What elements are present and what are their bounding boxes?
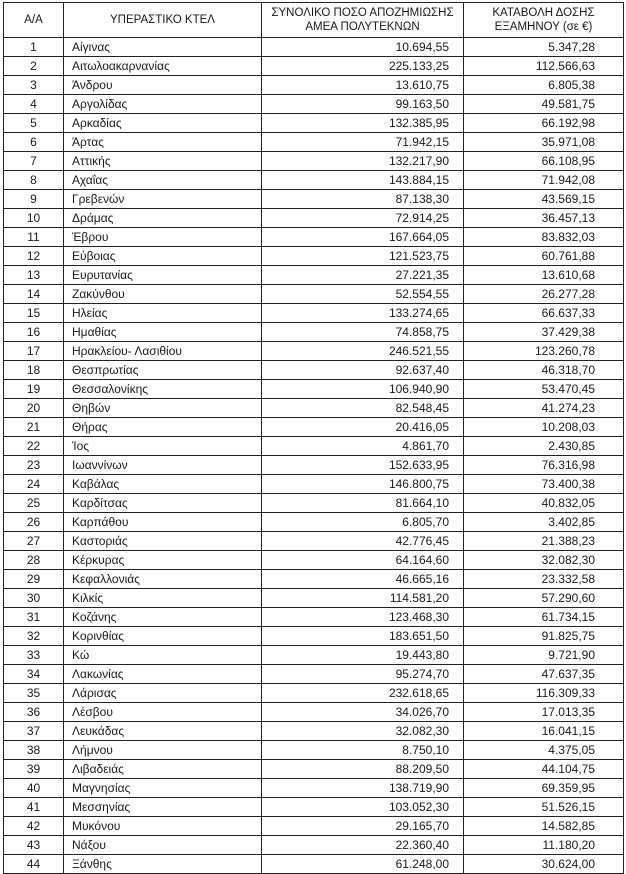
total-amount: 225.133,25 [262,57,464,76]
row-number: 37 [4,722,64,741]
ktel-name: Κιλκίς [64,589,262,608]
total-amount: 42.776,45 [262,532,464,551]
row-number: 32 [4,627,64,646]
total-amount: 52.554,55 [262,285,464,304]
total-amount: 132.217,90 [262,152,464,171]
total-amount: 6.805,70 [262,513,464,532]
row-number: 39 [4,760,64,779]
header-total-amount [262,3,464,38]
ktel-name: Δράμας [64,209,262,228]
header-aa: Α/Α [4,3,64,38]
semester-payment: 16.041,15 [464,722,624,741]
table-row [4,171,624,190]
semester-payment: 11.180,20 [464,836,624,855]
table-row [4,342,624,361]
semester-payment: 40.832,05 [464,494,624,513]
ktel-name: Λάρισας [64,684,262,703]
semester-payment: 47.637,35 [464,665,624,684]
total-amount: 27.221,35 [262,266,464,285]
total-amount: 232.618,65 [262,684,464,703]
table-row [4,570,624,589]
semester-payment: 37.429,38 [464,323,624,342]
table-row [4,513,624,532]
total-amount: 10.694,55 [262,38,464,57]
header-payment-line2: ΕΞΑΜΗΝΟΥ (σε €) [494,21,593,33]
ktel-name: Νάξου [64,836,262,855]
table-row [4,190,624,209]
semester-payment: 13.610,68 [464,266,624,285]
row-number: 40 [4,779,64,798]
table-row [4,703,624,722]
row-number: 30 [4,589,64,608]
total-amount: 138.719,90 [262,779,464,798]
table-row [4,247,624,266]
ktel-name: Αττικής [64,152,262,171]
total-amount: 152.633,95 [262,456,464,475]
ktel-name: Καβάλας [64,475,262,494]
row-number: 17 [4,342,64,361]
row-number: 29 [4,570,64,589]
semester-payment: 57.290,60 [464,589,624,608]
semester-payment: 23.332,58 [464,570,624,589]
total-amount: 121.523,75 [262,247,464,266]
row-number: 24 [4,475,64,494]
semester-payment: 14.582,85 [464,817,624,836]
total-amount: 13.610,75 [262,76,464,95]
row-number: 33 [4,646,64,665]
semester-payment: 5.347,28 [464,38,624,57]
total-amount: 123.468,30 [262,608,464,627]
row-number: 10 [4,209,64,228]
semester-payment: 26.277,28 [464,285,624,304]
header-total-line1: ΣΥΝΟΛΙΚΟ ΠΟΣΟ ΑΠΟΖΗΜΙΩΣΗΣ [271,7,454,19]
ktel-name: Μεσσηνίας [64,798,262,817]
table-row [4,798,624,817]
semester-payment: 71.942,08 [464,171,624,190]
row-number: 23 [4,456,64,475]
row-number: 4 [4,95,64,114]
semester-payment: 41.274,23 [464,399,624,418]
semester-payment: 2.430,85 [464,437,624,456]
table-row [4,399,624,418]
table-row [4,589,624,608]
ktel-name: Λιβαδειάς [64,760,262,779]
total-amount: 74.858,75 [262,323,464,342]
table-row [4,855,624,874]
table-row [4,665,624,684]
total-amount: 132.385,95 [262,114,464,133]
table-row [4,285,624,304]
total-amount: 143.884,15 [262,171,464,190]
semester-payment: 21.388,23 [464,532,624,551]
semester-payment: 53.470,45 [464,380,624,399]
row-number: 15 [4,304,64,323]
table-row [4,209,624,228]
ktel-name: Θεσσαλονίκης [64,380,262,399]
table-row [4,551,624,570]
ktel-name: Λέσβου [64,703,262,722]
total-amount: 8.750,10 [262,741,464,760]
ktel-name: Ηλείας [64,304,262,323]
semester-payment: 35.971,08 [464,133,624,152]
row-number: 7 [4,152,64,171]
semester-payment: 6.805,38 [464,76,624,95]
ktel-name: Ζακύνθου [64,285,262,304]
table-row [4,152,624,171]
header-total-line2: ΑΜΕΑ ΠΟΛΥΤΕΚΝΩΝ [305,21,420,33]
row-number: 35 [4,684,64,703]
ktel-name: Κεφαλλονιάς [64,570,262,589]
semester-payment: 43.569,15 [464,190,624,209]
row-number: 25 [4,494,64,513]
total-amount: 92.637,40 [262,361,464,380]
semester-payment: 49.581,75 [464,95,624,114]
total-amount: 4.861,70 [262,437,464,456]
total-amount: 95.274,70 [262,665,464,684]
table-header [4,3,624,38]
ktel-name: Λακωνίας [64,665,262,684]
ktel-name: Μαγνησίας [64,779,262,798]
row-number: 43 [4,836,64,855]
total-amount: 246.521,55 [262,342,464,361]
ktel-name: Ξάνθης [64,855,262,874]
row-number: 26 [4,513,64,532]
table-row [4,627,624,646]
table-row [4,57,624,76]
semester-payment: 36.457,13 [464,209,624,228]
row-number: 31 [4,608,64,627]
row-number: 1 [4,38,64,57]
header-row [4,3,624,38]
total-amount: 19.443,80 [262,646,464,665]
semester-payment: 61.734,15 [464,608,624,627]
row-number: 22 [4,437,64,456]
ktel-name: Ημαθίας [64,323,262,342]
semester-payment: 60.761,88 [464,247,624,266]
total-amount: 88.209,50 [262,760,464,779]
ktel-name: Κορινθίας [64,627,262,646]
semester-payment: 66.108,95 [464,152,624,171]
ktel-name: Καρπάθου [64,513,262,532]
semester-payment: 4.375,05 [464,741,624,760]
row-number: 3 [4,76,64,95]
total-amount: 103.052,30 [262,798,464,817]
table-row [4,228,624,247]
table-row [4,475,624,494]
ktel-name: Κοζάνης [64,608,262,627]
total-amount: 64.164,60 [262,551,464,570]
row-number: 28 [4,551,64,570]
total-amount: 46.665,16 [262,570,464,589]
row-number: 27 [4,532,64,551]
semester-payment: 9.721,90 [464,646,624,665]
row-number: 9 [4,190,64,209]
ktel-name: Αιτωλοακαρνανίας [64,57,262,76]
semester-payment: 91.825,75 [464,627,624,646]
table-row [4,323,624,342]
total-amount: 72.914,25 [262,209,464,228]
ktel-name: Γρεβενών [64,190,262,209]
table-row [4,722,624,741]
table-row [4,760,624,779]
semester-payment: 10.208,03 [464,418,624,437]
table-row [4,741,624,760]
ktel-name: Ηρακλείου- Λασιθίου [64,342,262,361]
ktel-name: Ίος [64,437,262,456]
ktel-name: Θήρας [64,418,262,437]
ktel-name: Θεσπρωτίας [64,361,262,380]
semester-payment: 32.082,30 [464,551,624,570]
table-row [4,456,624,475]
table-row [4,114,624,133]
semester-payment: 112.566,63 [464,57,624,76]
table-row [4,361,624,380]
total-amount: 82.548,45 [262,399,464,418]
semester-payment: 30.624,00 [464,855,624,874]
row-number: 13 [4,266,64,285]
total-amount: 22.360,40 [262,836,464,855]
ktel-name: Αχαΐας [64,171,262,190]
total-amount: 87.138,30 [262,190,464,209]
total-amount: 133.274,65 [262,304,464,323]
header-payment-line1: ΚΑΤΑΒΟΛΗ ΔΟΣΗΣ [492,7,595,19]
semester-payment: 83.832,03 [464,228,624,247]
row-number: 36 [4,703,64,722]
row-number: 44 [4,855,64,874]
table-row [4,608,624,627]
table-row [4,38,624,57]
ktel-name: Κώ [64,646,262,665]
row-number: 6 [4,133,64,152]
row-number: 42 [4,817,64,836]
ktel-name: Άρτας [64,133,262,152]
semester-payment: 123.260,78 [464,342,624,361]
compensation-table-sheet [3,2,624,874]
total-amount: 146.800,75 [262,475,464,494]
total-amount: 32.082,30 [262,722,464,741]
header-payment [464,3,624,38]
semester-payment: 46.318,70 [464,361,624,380]
total-amount: 61.248,00 [262,855,464,874]
ktel-name: Θηβών [64,399,262,418]
ktel-name: Αρκαδίας [64,114,262,133]
row-number: 19 [4,380,64,399]
semester-payment: 51.526,15 [464,798,624,817]
row-number: 2 [4,57,64,76]
table-row [4,304,624,323]
row-number: 18 [4,361,64,380]
row-number: 21 [4,418,64,437]
table-row [4,95,624,114]
table-row [4,817,624,836]
row-number: 14 [4,285,64,304]
ktel-name: Αργολίδας [64,95,262,114]
row-number: 8 [4,171,64,190]
row-number: 34 [4,665,64,684]
ktel-name: Ιωαννίνων [64,456,262,475]
semester-payment: 69.359,95 [464,779,624,798]
ktel-name: Ευρυτανίας [64,266,262,285]
row-number: 20 [4,399,64,418]
row-number: 11 [4,228,64,247]
total-amount: 81.664,10 [262,494,464,513]
total-amount: 183.651,50 [262,627,464,646]
row-number: 38 [4,741,64,760]
ktel-name: Καστοριάς [64,532,262,551]
semester-payment: 73.400,38 [464,475,624,494]
row-number: 16 [4,323,64,342]
ktel-name: Εύβοιας [64,247,262,266]
table-row [4,836,624,855]
semester-payment: 66.192,98 [464,114,624,133]
row-number: 5 [4,114,64,133]
table-row [4,266,624,285]
semester-payment: 44.104,75 [464,760,624,779]
ktel-name: Άνδρου [64,76,262,95]
semester-payment: 17.013,35 [464,703,624,722]
ktel-name: Κέρκυρας [64,551,262,570]
total-amount: 99.163,50 [262,95,464,114]
ktel-name: Μυκόνου [64,817,262,836]
table-row [4,646,624,665]
table-body [4,38,624,874]
ktel-name: Καρδίτσας [64,494,262,513]
row-number: 41 [4,798,64,817]
table-row [4,437,624,456]
ktel-compensation-table [3,2,624,874]
ktel-name: Λήμνου [64,741,262,760]
total-amount: 29.165,70 [262,817,464,836]
total-amount: 71.942,15 [262,133,464,152]
table-row [4,133,624,152]
table-row [4,684,624,703]
semester-payment: 3.402,85 [464,513,624,532]
semester-payment: 76.316,98 [464,456,624,475]
total-amount: 114.581,20 [262,589,464,608]
table-row [4,418,624,437]
total-amount: 34.026,70 [262,703,464,722]
ktel-name: Έβρου [64,228,262,247]
total-amount: 167.664,05 [262,228,464,247]
header-ktel: ΥΠΕΡΑΣΤΙΚΟ ΚΤΕΛ [64,3,262,38]
table-row [4,532,624,551]
table-row [4,779,624,798]
total-amount: 20.416,05 [262,418,464,437]
table-row [4,494,624,513]
table-row [4,76,624,95]
semester-payment: 116.309,33 [464,684,624,703]
semester-payment: 66.637,33 [464,304,624,323]
total-amount: 106.940,90 [262,380,464,399]
table-row [4,380,624,399]
ktel-name: Αίγινας [64,38,262,57]
row-number: 12 [4,247,64,266]
ktel-name: Λευκάδας [64,722,262,741]
